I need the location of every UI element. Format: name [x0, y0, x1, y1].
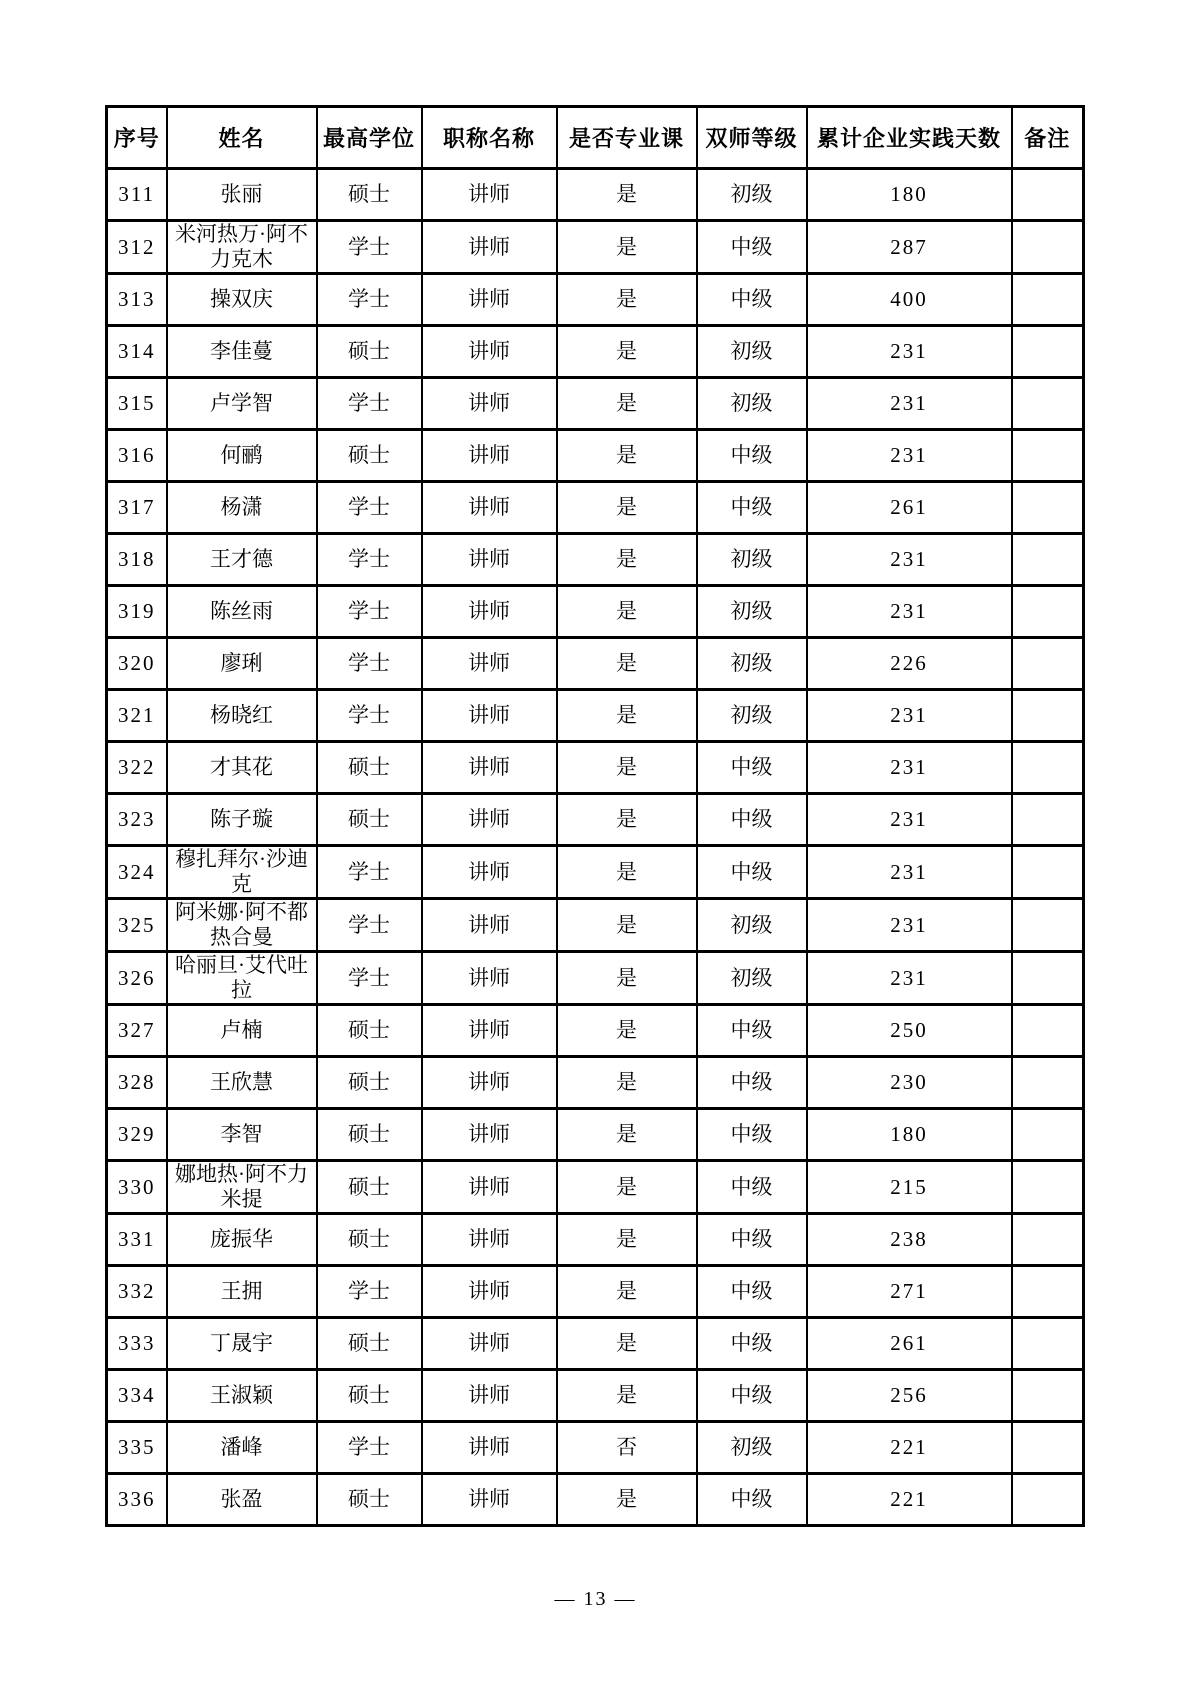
cell-title: 讲师 [422, 952, 557, 1005]
cell-dual-teacher-level: 初级 [697, 169, 807, 221]
cell-name: 庞振华 [167, 1214, 317, 1266]
cell-degree: 学士 [317, 1422, 422, 1474]
page-number: — 13 — [554, 1588, 637, 1610]
header-practice-days: 累计企业实践天数 [807, 107, 1012, 169]
cell-practice-days: 400 [807, 274, 1012, 326]
cell-remarks [1012, 430, 1084, 482]
cell-title: 讲师 [422, 586, 557, 638]
cell-dual-teacher-level: 中级 [697, 430, 807, 482]
cell-practice-days: 231 [807, 586, 1012, 638]
cell-title: 讲师 [422, 1474, 557, 1526]
cell-degree: 学士 [317, 952, 422, 1005]
cell-degree: 硕士 [317, 1318, 422, 1370]
table-header-row [107, 107, 1084, 169]
cell-professional-course: 是 [557, 430, 697, 482]
cell-name: 廖琍 [167, 638, 317, 690]
cell-title: 讲师 [422, 638, 557, 690]
cell-dual-teacher-level: 中级 [697, 1318, 807, 1370]
cell-degree: 硕士 [317, 1214, 422, 1266]
cell-remarks [1012, 846, 1084, 899]
table-row [107, 794, 1084, 846]
cell-dual-teacher-level: 初级 [697, 534, 807, 586]
cell-name: 王拥 [167, 1266, 317, 1318]
cell-professional-course: 是 [557, 221, 697, 274]
cell-name: 穆扎拜尔·沙迪克 [167, 846, 317, 899]
cell-dual-teacher-level: 初级 [697, 326, 807, 378]
cell-degree: 硕士 [317, 742, 422, 794]
cell-remarks [1012, 1474, 1084, 1526]
cell-title: 讲师 [422, 169, 557, 221]
cell-degree: 硕士 [317, 794, 422, 846]
cell-name: 陈子璇 [167, 794, 317, 846]
cell-degree: 硕士 [317, 1109, 422, 1161]
cell-degree: 硕士 [317, 1005, 422, 1057]
cell-serial: 329 [107, 1109, 167, 1161]
table-row [107, 169, 1084, 221]
cell-name: 李佳蔓 [167, 326, 317, 378]
cell-remarks [1012, 1214, 1084, 1266]
cell-title: 讲师 [422, 482, 557, 534]
cell-serial: 322 [107, 742, 167, 794]
cell-practice-days: 271 [807, 1266, 1012, 1318]
cell-serial: 335 [107, 1422, 167, 1474]
cell-serial: 327 [107, 1005, 167, 1057]
table-row [107, 952, 1084, 1005]
cell-professional-course: 是 [557, 378, 697, 430]
cell-practice-days: 231 [807, 326, 1012, 378]
cell-remarks [1012, 274, 1084, 326]
cell-degree: 学士 [317, 534, 422, 586]
cell-degree: 学士 [317, 690, 422, 742]
table-row [107, 742, 1084, 794]
cell-remarks [1012, 1057, 1084, 1109]
cell-title: 讲师 [422, 1214, 557, 1266]
teacher-roster-table [105, 105, 1085, 1527]
cell-remarks [1012, 952, 1084, 1005]
cell-name: 王淑颖 [167, 1370, 317, 1422]
cell-name: 陈丝雨 [167, 586, 317, 638]
cell-serial: 333 [107, 1318, 167, 1370]
cell-professional-course: 是 [557, 1005, 697, 1057]
cell-professional-course: 是 [557, 742, 697, 794]
cell-practice-days: 221 [807, 1474, 1012, 1526]
table-row [107, 1474, 1084, 1526]
cell-remarks [1012, 794, 1084, 846]
cell-professional-course: 是 [557, 952, 697, 1005]
cell-dual-teacher-level: 初级 [697, 899, 807, 952]
cell-name: 才其花 [167, 742, 317, 794]
cell-professional-course: 是 [557, 1057, 697, 1109]
cell-professional-course: 是 [557, 899, 697, 952]
cell-serial: 328 [107, 1057, 167, 1109]
cell-title: 讲师 [422, 1370, 557, 1422]
cell-dual-teacher-level: 中级 [697, 742, 807, 794]
cell-serial: 319 [107, 586, 167, 638]
table-row [107, 1370, 1084, 1422]
cell-remarks [1012, 1161, 1084, 1214]
cell-professional-course: 是 [557, 274, 697, 326]
cell-dual-teacher-level: 中级 [697, 1109, 807, 1161]
cell-serial: 318 [107, 534, 167, 586]
cell-professional-course: 是 [557, 482, 697, 534]
cell-practice-days: 238 [807, 1214, 1012, 1266]
cell-title: 讲师 [422, 690, 557, 742]
cell-remarks [1012, 899, 1084, 952]
cell-name: 王才德 [167, 534, 317, 586]
table-body [107, 169, 1084, 1526]
cell-title: 讲师 [422, 1422, 557, 1474]
cell-name: 潘峰 [167, 1422, 317, 1474]
cell-serial: 336 [107, 1474, 167, 1526]
header-degree: 最高学位 [317, 107, 422, 169]
cell-serial: 314 [107, 326, 167, 378]
cell-degree: 硕士 [317, 1370, 422, 1422]
cell-degree: 学士 [317, 1266, 422, 1318]
cell-degree: 硕士 [317, 169, 422, 221]
cell-title: 讲师 [422, 378, 557, 430]
cell-name: 张盈 [167, 1474, 317, 1526]
cell-practice-days: 231 [807, 690, 1012, 742]
cell-dual-teacher-level: 中级 [697, 1005, 807, 1057]
cell-title: 讲师 [422, 326, 557, 378]
cell-serial: 324 [107, 846, 167, 899]
cell-serial: 316 [107, 430, 167, 482]
cell-name: 哈丽旦·艾代吐拉 [167, 952, 317, 1005]
cell-degree: 硕士 [317, 1161, 422, 1214]
cell-professional-course: 是 [557, 1370, 697, 1422]
table-row [107, 1109, 1084, 1161]
cell-serial: 331 [107, 1214, 167, 1266]
cell-professional-course: 是 [557, 326, 697, 378]
cell-dual-teacher-level: 中级 [697, 1266, 807, 1318]
table-row [107, 482, 1084, 534]
cell-dual-teacher-level: 中级 [697, 482, 807, 534]
cell-title: 讲师 [422, 846, 557, 899]
cell-professional-course: 是 [557, 1266, 697, 1318]
cell-practice-days: 230 [807, 1057, 1012, 1109]
cell-remarks [1012, 1266, 1084, 1318]
cell-practice-days: 180 [807, 169, 1012, 221]
header-title: 职称名称 [422, 107, 557, 169]
cell-degree: 学士 [317, 482, 422, 534]
cell-dual-teacher-level: 中级 [697, 794, 807, 846]
cell-practice-days: 180 [807, 1109, 1012, 1161]
cell-practice-days: 261 [807, 1318, 1012, 1370]
cell-remarks [1012, 586, 1084, 638]
cell-professional-course: 是 [557, 794, 697, 846]
cell-professional-course: 是 [557, 690, 697, 742]
cell-practice-days: 226 [807, 638, 1012, 690]
cell-remarks [1012, 1109, 1084, 1161]
cell-practice-days: 231 [807, 378, 1012, 430]
table-row [107, 1005, 1084, 1057]
cell-name: 何鹂 [167, 430, 317, 482]
cell-title: 讲师 [422, 1161, 557, 1214]
cell-dual-teacher-level: 中级 [697, 846, 807, 899]
cell-professional-course: 是 [557, 1318, 697, 1370]
table-row [107, 1266, 1084, 1318]
cell-practice-days: 231 [807, 794, 1012, 846]
cell-serial: 311 [107, 169, 167, 221]
cell-professional-course: 是 [557, 846, 697, 899]
cell-practice-days: 231 [807, 952, 1012, 1005]
cell-serial: 330 [107, 1161, 167, 1214]
cell-serial: 317 [107, 482, 167, 534]
cell-remarks [1012, 1370, 1084, 1422]
cell-dual-teacher-level: 中级 [697, 1474, 807, 1526]
cell-degree: 硕士 [317, 430, 422, 482]
cell-title: 讲师 [422, 1005, 557, 1057]
cell-dual-teacher-level: 初级 [697, 1422, 807, 1474]
cell-remarks [1012, 638, 1084, 690]
table-row [107, 638, 1084, 690]
cell-serial: 325 [107, 899, 167, 952]
cell-title: 讲师 [422, 1109, 557, 1161]
cell-remarks [1012, 482, 1084, 534]
cell-professional-course: 是 [557, 169, 697, 221]
cell-serial: 323 [107, 794, 167, 846]
cell-degree: 学士 [317, 274, 422, 326]
cell-name: 杨晓红 [167, 690, 317, 742]
cell-remarks [1012, 169, 1084, 221]
cell-name: 操双庆 [167, 274, 317, 326]
cell-dual-teacher-level: 初级 [697, 586, 807, 638]
table-row [107, 899, 1084, 952]
cell-title: 讲师 [422, 899, 557, 952]
cell-professional-course: 是 [557, 534, 697, 586]
cell-title: 讲师 [422, 221, 557, 274]
cell-degree: 学士 [317, 846, 422, 899]
cell-practice-days: 231 [807, 846, 1012, 899]
cell-name: 阿米娜·阿不都热合曼 [167, 899, 317, 952]
table-row [107, 534, 1084, 586]
table-row [107, 846, 1084, 899]
table-row [107, 326, 1084, 378]
cell-remarks [1012, 378, 1084, 430]
cell-practice-days: 221 [807, 1422, 1012, 1474]
cell-remarks [1012, 1422, 1084, 1474]
cell-remarks [1012, 690, 1084, 742]
cell-remarks [1012, 534, 1084, 586]
cell-serial: 312 [107, 221, 167, 274]
table-row [107, 378, 1084, 430]
header-remarks: 备注 [1012, 107, 1084, 169]
header-professional-course: 是否专业课 [557, 107, 697, 169]
cell-dual-teacher-level: 中级 [697, 1057, 807, 1109]
cell-professional-course: 是 [557, 1474, 697, 1526]
cell-title: 讲师 [422, 274, 557, 326]
cell-name: 卢学智 [167, 378, 317, 430]
cell-practice-days: 250 [807, 1005, 1012, 1057]
cell-practice-days: 256 [807, 1370, 1012, 1422]
cell-professional-course: 是 [557, 1214, 697, 1266]
cell-degree: 学士 [317, 378, 422, 430]
cell-name: 杨潇 [167, 482, 317, 534]
table-row [107, 586, 1084, 638]
table-row [107, 1214, 1084, 1266]
cell-serial: 321 [107, 690, 167, 742]
cell-dual-teacher-level: 初级 [697, 638, 807, 690]
header-serial: 序号 [107, 107, 167, 169]
cell-dual-teacher-level: 中级 [697, 274, 807, 326]
cell-serial: 315 [107, 378, 167, 430]
cell-serial: 320 [107, 638, 167, 690]
cell-name: 张丽 [167, 169, 317, 221]
cell-degree: 硕士 [317, 326, 422, 378]
table-row [107, 1422, 1084, 1474]
table-row [107, 221, 1084, 274]
cell-remarks [1012, 326, 1084, 378]
cell-practice-days: 231 [807, 430, 1012, 482]
cell-title: 讲师 [422, 794, 557, 846]
cell-degree: 学士 [317, 221, 422, 274]
cell-practice-days: 261 [807, 482, 1012, 534]
cell-practice-days: 231 [807, 534, 1012, 586]
header-name: 姓名 [167, 107, 317, 169]
table-row [107, 1318, 1084, 1370]
cell-remarks [1012, 1005, 1084, 1057]
cell-name: 米河热万·阿不力克木 [167, 221, 317, 274]
cell-degree: 学士 [317, 638, 422, 690]
cell-degree: 硕士 [317, 1474, 422, 1526]
table-row [107, 274, 1084, 326]
cell-name: 娜地热·阿不力米提 [167, 1161, 317, 1214]
cell-serial: 326 [107, 952, 167, 1005]
cell-serial: 332 [107, 1266, 167, 1318]
cell-practice-days: 287 [807, 221, 1012, 274]
cell-remarks [1012, 1318, 1084, 1370]
header-dual-teacher-level: 双师等级 [697, 107, 807, 169]
table-row [107, 1161, 1084, 1214]
cell-practice-days: 215 [807, 1161, 1012, 1214]
cell-name: 王欣慧 [167, 1057, 317, 1109]
cell-dual-teacher-level: 初级 [697, 378, 807, 430]
table-row [107, 430, 1084, 482]
cell-professional-course: 是 [557, 638, 697, 690]
table-row [107, 690, 1084, 742]
cell-practice-days: 231 [807, 742, 1012, 794]
cell-dual-teacher-level: 初级 [697, 690, 807, 742]
cell-remarks [1012, 742, 1084, 794]
cell-degree: 学士 [317, 899, 422, 952]
cell-dual-teacher-level: 中级 [697, 1214, 807, 1266]
cell-serial: 313 [107, 274, 167, 326]
cell-title: 讲师 [422, 430, 557, 482]
cell-dual-teacher-level: 中级 [697, 1370, 807, 1422]
cell-professional-course: 否 [557, 1422, 697, 1474]
cell-degree: 学士 [317, 586, 422, 638]
cell-dual-teacher-level: 初级 [697, 952, 807, 1005]
cell-serial: 334 [107, 1370, 167, 1422]
cell-name: 卢楠 [167, 1005, 317, 1057]
table-row [107, 1057, 1084, 1109]
cell-professional-course: 是 [557, 1161, 697, 1214]
cell-degree: 硕士 [317, 1057, 422, 1109]
cell-professional-course: 是 [557, 1109, 697, 1161]
cell-title: 讲师 [422, 742, 557, 794]
cell-dual-teacher-level: 中级 [697, 1161, 807, 1214]
cell-title: 讲师 [422, 1318, 557, 1370]
cell-title: 讲师 [422, 534, 557, 586]
cell-practice-days: 231 [807, 899, 1012, 952]
cell-remarks [1012, 221, 1084, 274]
cell-name: 李智 [167, 1109, 317, 1161]
cell-professional-course: 是 [557, 586, 697, 638]
cell-title: 讲师 [422, 1266, 557, 1318]
cell-name: 丁晟宇 [167, 1318, 317, 1370]
cell-title: 讲师 [422, 1057, 557, 1109]
cell-dual-teacher-level: 中级 [697, 221, 807, 274]
